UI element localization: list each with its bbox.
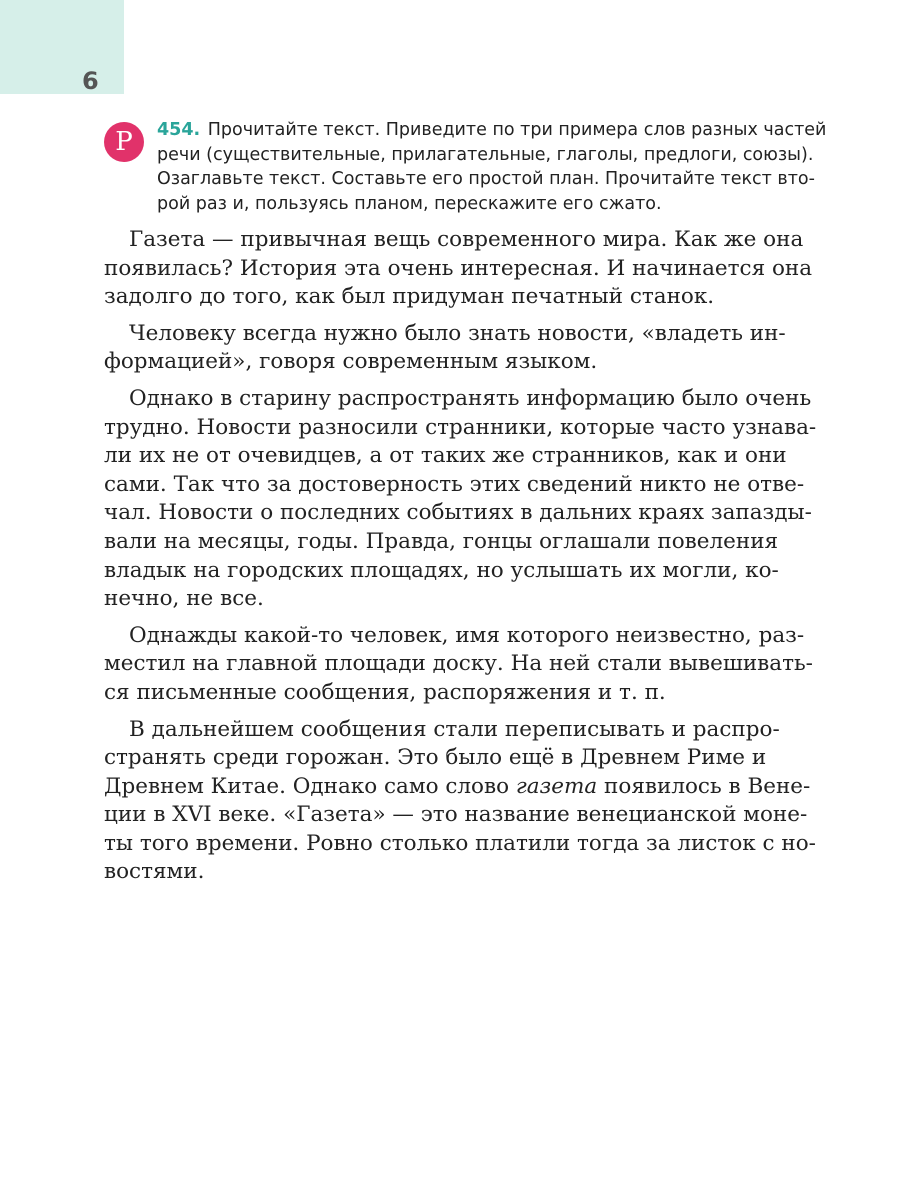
instruction-line: речи (существительные, прилагательные, глаголы, предлоги, союзы). [157,144,814,165]
text-line: местил на главной площади доску. На ней стали вывешивать- [104,651,813,677]
text-line: нечно, не все. [104,586,264,612]
text-line: формацией», говоря современным языком. [104,349,598,375]
paragraph-2 [104,320,804,377]
text-line: владык на городских площадях, но услышать их могли, ко- [104,557,779,583]
text-segment: появилось в Вене- [597,773,811,799]
text-line: странять среди горожан. Это было ещё в Древнем Риме и [104,745,767,771]
text-line: вали на месяцы, годы. Правда, гонцы оглашали повеления [104,528,779,554]
page-corner-tab [0,0,124,94]
text-line: ся письменные сообщения, распоряжения и т. п. [104,679,666,705]
paragraph-5 [104,716,816,888]
text-line: Человеку всегда нужно было знать новости, «владеть ин- [129,320,786,346]
italic-word: газета [515,773,598,799]
text-line: задолго до того, как был придуман печатный станок. [104,284,715,310]
page-number: 6 [82,67,99,95]
reading-text [104,226,817,895]
text-line: сами. Так что за достоверность этих сведений никто не отве- [104,471,805,497]
paragraph-3 [104,385,817,614]
text-line [104,773,811,802]
instruction-line: рой раз и, пользуясь планом, перескажите его сжато. [157,193,662,214]
text-line: Однако в старину распространять информацию было очень [129,385,812,411]
text-line: ли их не от очевидцев, а от таких же странников, как и они [104,443,787,469]
text-line: Однажды какой-то человек, имя которого неизвестно, раз- [129,622,805,648]
exercise-badge: Р [104,122,144,162]
instruction-line: Прочитайте текст. Приведите по три примера слов разных частей [207,120,827,140]
text-segment: Древнем Китае. Однако само слово [104,773,516,799]
exercise-instructions [157,118,847,216]
text-line: ты того времени. Ровно столько платили тогда за листок с но- [104,830,816,856]
text-line: ции в XVI веке. «Газета» — это название венецианской моне- [104,802,808,828]
text-line: В дальнейшем сообщения стали переписывать и распро- [129,716,780,742]
paragraph-4 [104,622,813,708]
exercise-number: 454. [157,120,201,140]
text-line: чал. Новости о последних событиях в дальних краях запазды- [104,500,812,526]
text-line: востями. [104,859,205,885]
text-line: трудно. Новости разносили странники, которые часто узнава- [104,414,817,440]
paragraph-1 [104,226,813,312]
text-line: появилась? История эта очень интересная. И начинается она [104,255,813,281]
instruction-line: Озаглавьте текст. Составьте его простой план. Прочитайте текст вто- [157,169,815,189]
text-line: Газета — привычная вещь современного мира. Как же она [129,227,804,252]
